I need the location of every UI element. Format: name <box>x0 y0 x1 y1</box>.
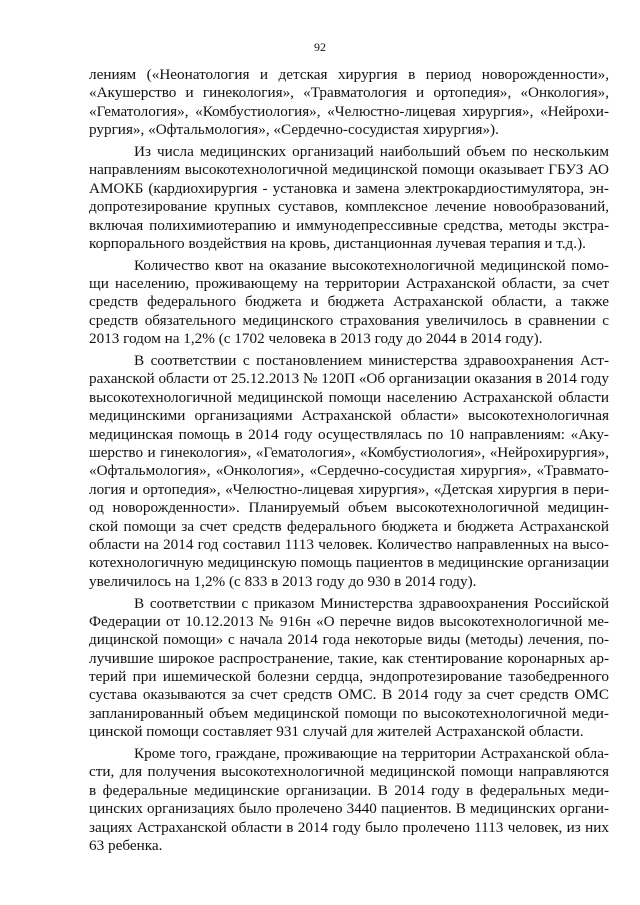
text-line: раханской области от 25.12.2013 № 120П «Об организации оказания в 2014 году <box>89 370 609 388</box>
text-line: В соответствии с постановлением министерства здравоохранения Аст- <box>134 352 609 370</box>
text-line: сти, для получения высокотехнологичной медицинской помощи направляются <box>89 763 609 781</box>
text-line: од новорожденности». Планируемый объем высокотехнологичной медицин- <box>89 499 609 517</box>
text-line: в федеральные медицинские организации. В 2014 году в федеральных меди- <box>89 781 609 799</box>
text-line: направлениям высокотехнологичной медицинской помощи оказывает ГБУЗ АО <box>89 161 609 179</box>
text-line: щи населению, проживающему на территории Астраханской области, за счет <box>89 275 609 293</box>
text-line: медицинскими организациями Астраханской области» высокотехнологичная <box>89 407 609 425</box>
text-line: Кроме того, граждане, проживающие на территории Астраханской обла- <box>134 745 609 763</box>
text-line: логия и ортопедия», «Челюстно-лицевая хирургия», «Детская хирургия в пери- <box>89 480 609 498</box>
text-line: сустава оказываются за счет средств ОМС. В 2014 году за счет средств ОМС <box>89 686 609 704</box>
paragraph-3 <box>89 257 609 349</box>
text-line: котехнологичную медицинскую помощь пациентов в медицинские организации <box>89 554 609 572</box>
text-line: области на 2014 год составил 1113 человек. Количество направленных на высо- <box>89 535 609 553</box>
text-line: допротезирование крупных суставов, комплексное лечение новообразований, <box>89 198 609 216</box>
text-line: «Гематология», «Комбустиология», «Челюстно-лицевая хирургия», «Нейрохи- <box>89 102 609 120</box>
page-number: 92 <box>314 40 326 54</box>
text-line: лучившие широкое распространение, такие, как стентирование коронарных ар- <box>89 649 609 667</box>
paragraph-5 <box>89 595 609 742</box>
text-line: «Акушерство и гинекология», «Травматология и ортопедия», «Онкология», <box>89 84 609 102</box>
text-line: ской помощи за счет средств федерального бюджета и бюджета Астраханской <box>89 517 609 535</box>
text-line: средств обязательного медицинского страхования увеличилось в сравнении с <box>89 311 609 329</box>
text-line: запланированный объем медицинской помощи по высокотехнологичной меди- <box>89 704 609 722</box>
text-line: «Офтальмология», «Онкология», «Сердечно-сосудистая хирургия», «Травмато- <box>89 462 609 480</box>
paragraph-4 <box>89 352 609 591</box>
text-line: медицинская помощь в 2014 году осуществлялась по 10 направлениям: «Аку- <box>89 425 609 443</box>
text-line: цинских организациях было пролечено 3440 пациентов. В медицинских органи- <box>89 801 609 818</box>
text-line: АМОКБ (кардиохирургия - установка и замена электрокардиостимулятора, эн- <box>89 179 609 197</box>
paragraph-1 <box>89 66 609 140</box>
text-line: 63 ребенка. <box>89 836 163 854</box>
text-line: зациях Астраханской области в 2014 году было пролечено 1113 человек, из них <box>89 818 609 836</box>
text-line: рургия», «Офтальмология», «Сердечно-сосудистая хирургия»). <box>89 121 499 139</box>
text-line: терий при ишемической болезни сердца, эндопротезирование тазобедренного <box>89 668 609 686</box>
text-line: Количество квот на оказание высокотехнологичной медицинской помо- <box>134 256 609 274</box>
text-line: дицинской помощи» с начала 2014 года некоторые виды (методы) лечения, по- <box>89 631 609 649</box>
document-body <box>89 66 609 855</box>
text-line: В соответствии с приказом Министерства здравоохранения Российской <box>134 594 609 612</box>
text-line: 2013 годом на 1,2% (с 1702 человека в 2013 году до 2044 в 2014 году). <box>89 330 543 348</box>
text-line: Федерации от 10.12.2013 № 916н «О перечне видов высокотехнологичной ме- <box>89 612 609 630</box>
text-line: включая полихимиотерапию и иммунодепрессивные средства, методы экстра- <box>89 216 609 234</box>
text-line: шерство и гинекология», «Гематология», «Комбустиология», «Нейрохирургия», <box>89 443 609 461</box>
text-line: высокотехнологичной медицинской помощи населению Астраханской области <box>89 388 609 406</box>
text-line: лениям («Неонатология и детская хирургия в период новорожденности», <box>89 66 609 83</box>
text-line: цинской помощи составляет 931 случай для жителей Астраханской области. <box>89 723 584 741</box>
text-line: Из числа медицинских организаций наибольший объем по нескольким <box>134 142 609 160</box>
text-line: средств федерального бюджета и бюджета Астраханской области, а также <box>89 293 609 311</box>
paragraph-2 <box>89 143 609 253</box>
text-line: увеличилось на 1,2% (с 833 в 2013 году до 930 в 2014 году). <box>89 572 477 590</box>
text-line: корпорального воздействия на кровь, дистанционная лучевая терапия и т.д.). <box>89 234 586 252</box>
paragraph-6 <box>89 745 609 855</box>
